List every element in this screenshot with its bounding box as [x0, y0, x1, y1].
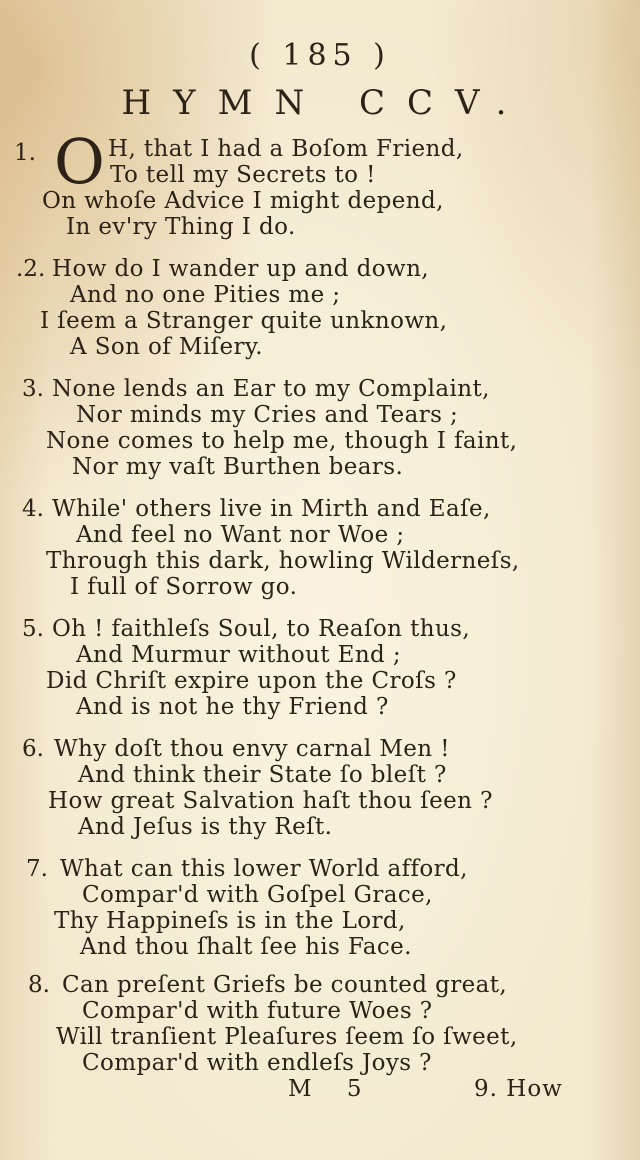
stanza-line: I full of Sorrow go. — [70, 574, 298, 600]
stanza-line: And thou ſhalt ſee his Face. — [80, 934, 412, 960]
stanza-line: And think their State ſo bleſt ? — [78, 762, 447, 788]
stanza-line: Thy Happineſs is in the Lord, — [54, 908, 406, 934]
stanza-line: While' others live in Mirth and Eaſe, — [52, 496, 491, 522]
hymn-title: HYMN CCV. — [121, 83, 529, 123]
stanza-number: 1. — [14, 140, 36, 166]
stanza-line: And is not he thy Friend ? — [76, 694, 389, 720]
stanza-line: None lends an Ear to my Complaint, — [52, 376, 490, 402]
stanza-line: To tell my Secrets to ! — [110, 162, 376, 188]
stanza-line: And Murmur without End ; — [76, 642, 402, 668]
stanza-line: Nor minds my Cries and Tears ; — [76, 402, 459, 428]
drop-cap: O — [54, 125, 105, 198]
stanza-line: And no one Pities me ; — [70, 282, 341, 308]
stanza-line: None comes to help me, though I faint, — [46, 428, 518, 454]
stanza-line: Oh ! faithleſs Soul, to Reaſon thus, — [52, 616, 471, 642]
stanza-line: I ſeem a Stranger quite unknown, — [40, 308, 448, 334]
stanza-number: 4. — [22, 496, 44, 522]
stanza-line: Did Chriſt expire upon the Croſs ? — [46, 668, 457, 694]
stanza-line: Compar'd with future Woes ? — [82, 998, 433, 1024]
signature-mark: M 5 — [288, 1076, 376, 1102]
stanza-line: Will tranſient Pleaſures ſeem ſo ſweet, — [56, 1024, 518, 1050]
stanza-line: Compar'd with endleſs Joys ? — [82, 1050, 432, 1076]
catchword: 9. How — [474, 1076, 563, 1102]
stanza-number: 8. — [28, 972, 50, 998]
stanza-line: Why doſt thou envy carnal Men ! — [54, 736, 450, 762]
stanza-line: On whoſe Advice I might depend, — [42, 188, 444, 214]
stanza-line: How do I wander up and down, — [52, 256, 430, 282]
stanza-number: 6. — [22, 736, 44, 762]
page-number: ( 185 ) — [249, 38, 391, 73]
stanza-line: And Jeſus is thy Reſt. — [78, 814, 333, 840]
stanza-line: Nor my vaſt Burthen bears. — [72, 454, 404, 480]
stanza-line: Through this dark, howling Wilderneſs, — [46, 548, 520, 574]
stanza-number: .2. — [16, 256, 46, 282]
stanza-number: 7. — [26, 856, 48, 882]
stanza-number: 3. — [22, 376, 44, 402]
stanza-line: In ev'ry Thing I do. — [66, 214, 296, 240]
stanza-line: H, that I had a Boſom Friend, — [108, 136, 464, 162]
stanza-line: What can this lower World afford, — [60, 856, 468, 882]
stanza-line: How great Salvation haſt thou ſeen ? — [48, 788, 493, 814]
stanza-number: 5. — [22, 616, 44, 642]
stanza-line: Compar'd with Goſpel Grace, — [82, 882, 433, 908]
stanza-line: And feel no Want nor Woe ; — [76, 522, 405, 548]
stanza-line: Can preſent Griefs be counted great, — [62, 972, 508, 998]
stanza-line: A Son of Miſery. — [70, 334, 263, 360]
